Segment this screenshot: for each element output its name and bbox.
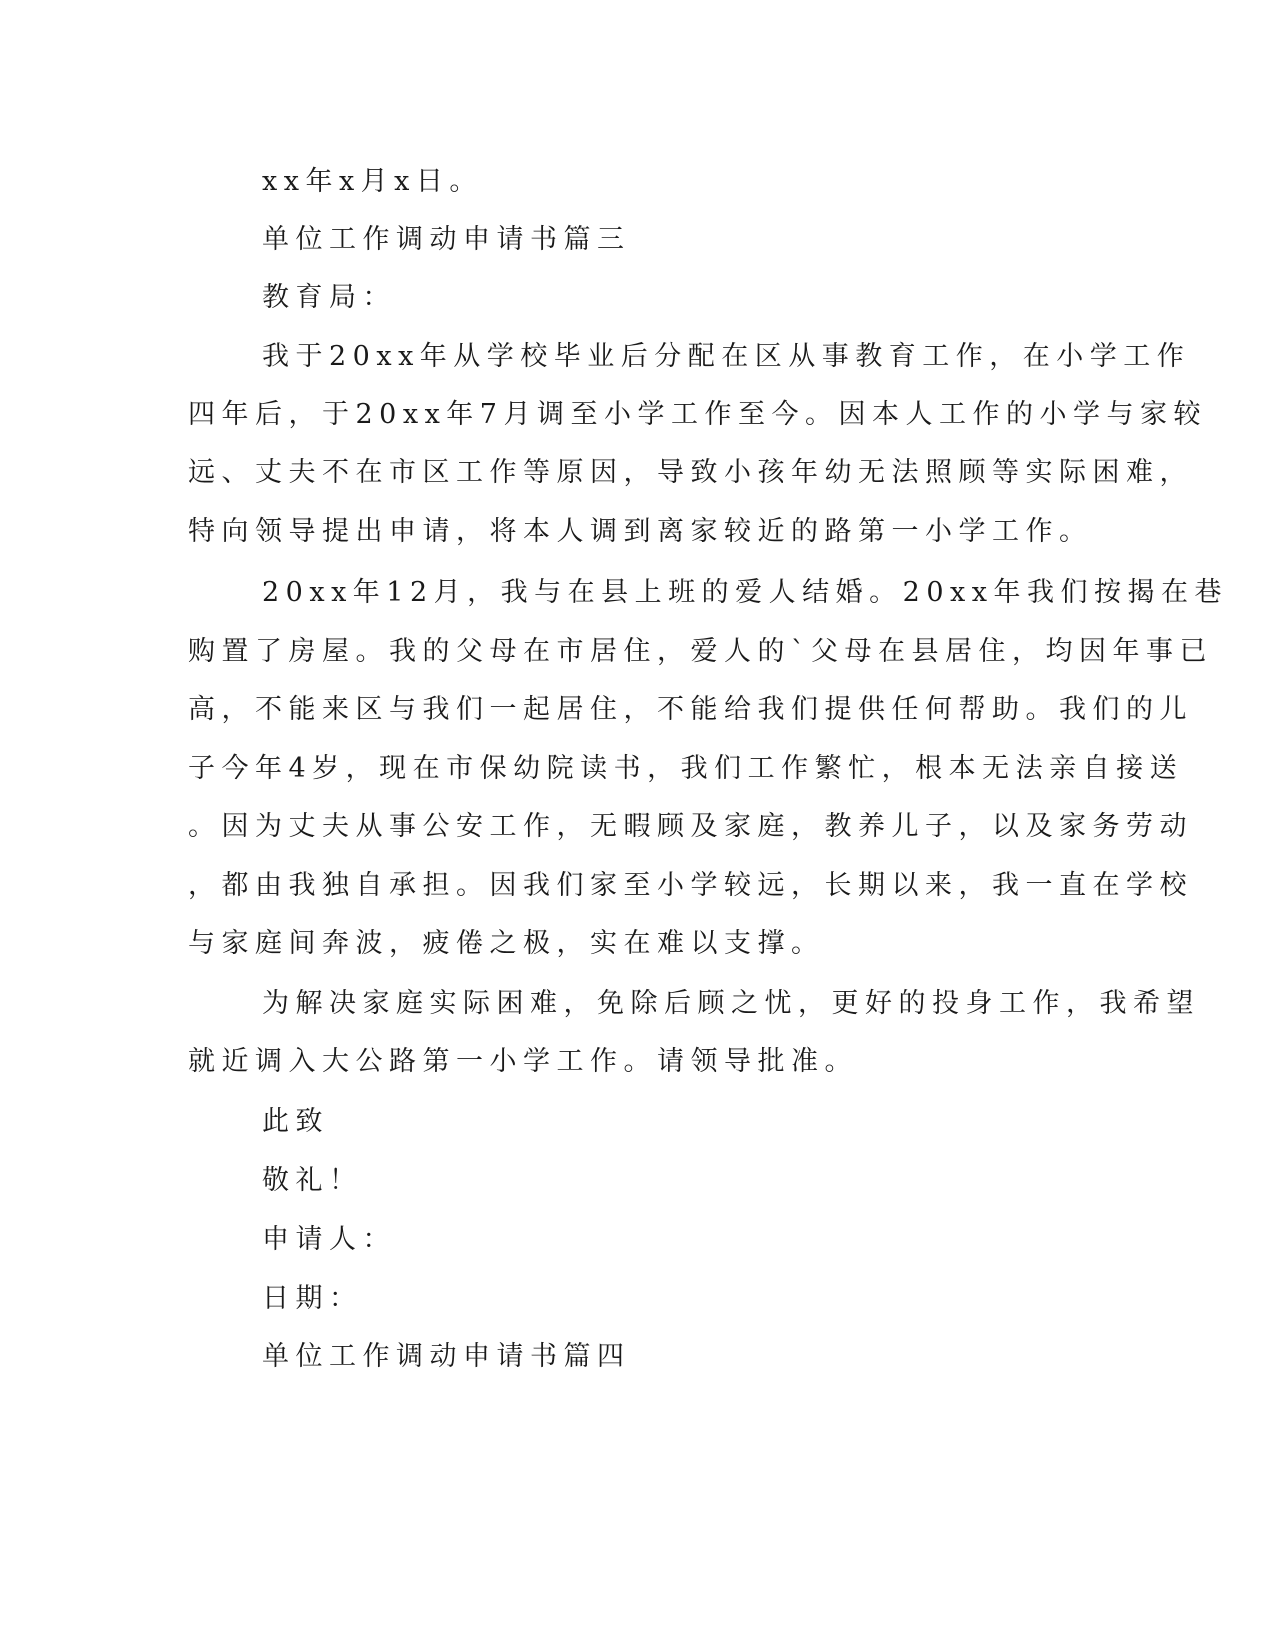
paragraph-1-line-2: 四年后，于20xx年7月调至小学工作至今。因本人工作的小学与家较	[188, 399, 1207, 430]
paragraph-1-line-4: 特向领导提出申请，将本人调到离家较近的路第一小学工作。	[188, 516, 1093, 547]
section-title-three: 单位工作调动申请书篇三	[262, 224, 631, 255]
salutation: 教育局：	[262, 282, 396, 313]
paragraph-1-line-3: 远、丈夫不在市区工作等原因，导致小孩年幼无法照顾等实际困难，	[188, 457, 1193, 488]
paragraph-2-line-6: ，都由我独自承担。因我们家至小学较远，长期以来，我一直在学校	[188, 870, 1193, 901]
paragraph-2-line-3: 高，不能来区与我们一起居住，不能给我们提供任何帮助。我们的儿	[188, 694, 1193, 725]
paragraph-2-line-4: 子今年4岁，现在市保幼院读书，我们工作繁忙，根本无法亲自接送	[188, 753, 1184, 784]
paragraph-2-line-1: 20xx年12月，我与在县上班的爱人结婚。20xx年我们按揭在巷	[262, 577, 1228, 608]
applicant-label: 申请人：	[262, 1224, 396, 1255]
paragraph-3-line-1: 为解决家庭实际困难，免除后顾之忧，更好的投身工作，我希望	[262, 988, 1200, 1019]
paragraph-3-line-2: 就近调入大公路第一小学工作。请领导批准。	[188, 1046, 858, 1077]
paragraph-2-line-5: 。因为丈夫从事公安工作，无暇顾及家庭，教养儿子，以及家务劳动	[188, 811, 1193, 842]
paragraph-2-line-2: 购置了房屋。我的父母在市居住，爱人的`父母在县居住，均因年事已	[188, 636, 1213, 667]
date-label: 日期：	[262, 1283, 363, 1314]
section-title-four: 单位工作调动申请书篇四	[262, 1341, 631, 1372]
closing-cizhi: 此致	[262, 1106, 329, 1137]
paragraph-1-line-1: 我于20xx年从学校毕业后分配在区从事教育工作，在小学工作	[262, 341, 1191, 372]
closing-jingli: 敬礼！	[262, 1165, 363, 1196]
date-line: xx年x月x日。	[262, 166, 483, 197]
paragraph-2-line-7: 与家庭间奔波，疲倦之极，实在难以支撑。	[188, 928, 825, 959]
